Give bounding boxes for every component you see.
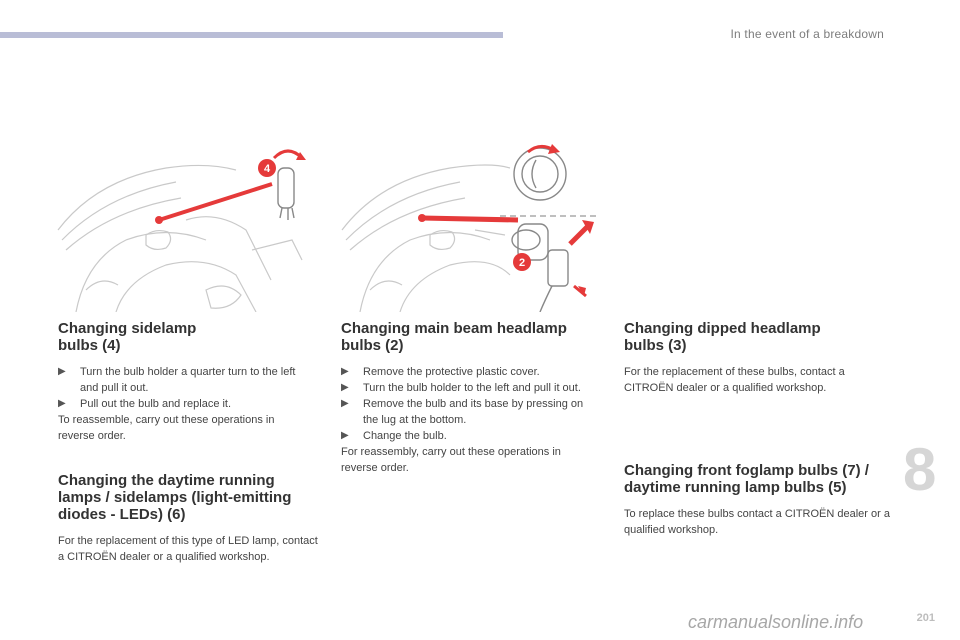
main-beam-diagram: [340, 140, 602, 312]
section-title: Changing the daytime running lamps / sidelamps (light-emitting diodes - LEDs) (6): [58, 472, 292, 523]
bullet-icon: ▶: [341, 430, 349, 441]
section-foglamp: [624, 462, 890, 538]
bullet-icon: ▶: [58, 398, 66, 409]
section-drl: [58, 472, 320, 565]
section-note: For reassembly, carry out these operations in reverse order.: [341, 446, 561, 474]
bullet-icon: ▶: [341, 382, 349, 393]
instruction-list: [58, 364, 308, 412]
bullet-icon: ▶: [341, 366, 349, 377]
chapter-number: 8: [903, 436, 937, 503]
page-number: 201: [916, 612, 935, 624]
chapter-title: In the event of a breakdown: [730, 27, 884, 41]
section-body: For the replacement of these bulbs, contact a CITROËN dealer or a qualified workshop.: [624, 366, 845, 394]
sidelamp-diagram: [56, 140, 308, 312]
list-item: ▶ Pull out the bulb and replace it.: [58, 398, 232, 410]
bullet-icon: ▶: [58, 366, 66, 377]
section-title: Changing dipped headlamp bulbs (3): [624, 320, 821, 354]
main-beam-illustration: [340, 140, 602, 312]
section-main-beam: [341, 320, 597, 476]
bullet-icon: ▶: [341, 398, 349, 409]
section-title: Changing main beam headlamp bulbs (2): [341, 320, 567, 354]
section-sidelamp: [58, 320, 308, 444]
header-bar: [0, 32, 503, 38]
callout-2-label: 2: [518, 257, 526, 269]
sidelamp-illustration: [56, 140, 308, 312]
list-item: ▶ Change the bulb.: [341, 430, 447, 442]
watermark: carmanualsonline.info: [688, 612, 864, 632]
list-item: ▶ Remove the bulb and its base by pressing on the lug at the bottom.: [341, 398, 584, 426]
list-item: ▶ Remove the protective plastic cover.: [341, 366, 540, 378]
section-note: To reassemble, carry out these operations in reverse order.: [58, 414, 275, 442]
section-body: For the replacement of this type of LED lamp, contact a CITROËN dealer or a qualified workshop.: [58, 535, 318, 563]
section-body: To replace these bulbs contact a CITROËN dealer or a qualified workshop.: [624, 508, 890, 536]
section-title: Changing sidelamp bulbs (4): [58, 320, 197, 354]
instruction-list: [341, 364, 597, 444]
section-dipped: [624, 320, 884, 396]
list-item: ▶ Turn the bulb holder a quarter turn to the left and pull it out.: [58, 366, 296, 394]
list-item: ▶ Turn the bulb holder to the left and pull it out.: [341, 382, 581, 394]
section-title: Changing front foglamp bulbs (7) / daytime running lamp bulbs (5): [624, 462, 869, 496]
callout-4-label: 4: [263, 163, 271, 175]
